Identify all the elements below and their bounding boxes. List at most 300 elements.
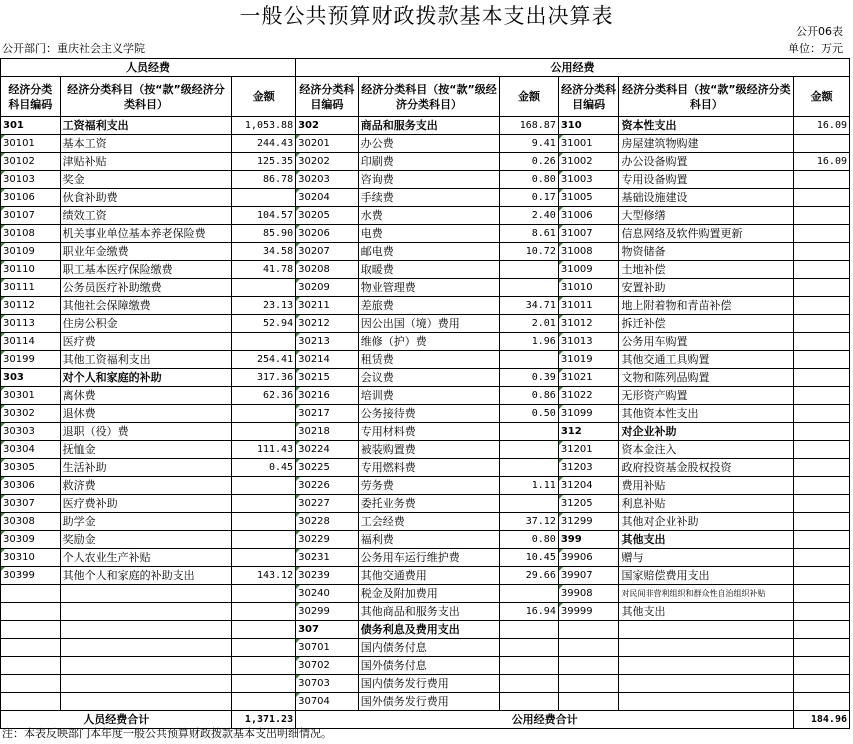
- cell-amount: 37.12: [500, 513, 559, 531]
- cell-name: [60, 675, 232, 693]
- cell-amount: [232, 279, 296, 297]
- table-row: [1, 351, 850, 369]
- table-row: [1, 531, 850, 549]
- cell-name: [60, 603, 232, 621]
- cell-amount: 41.78: [232, 261, 296, 279]
- cell-code: 30199: [1, 351, 61, 369]
- cell-code: 30215: [296, 369, 359, 387]
- cell-code: 30239: [296, 567, 359, 585]
- personnel-total-label: 人员经费合计: [1, 711, 232, 729]
- cell-code: 30107: [1, 207, 61, 225]
- table-row: [1, 279, 850, 297]
- cell-amount: [232, 693, 296, 711]
- cell-amount: [232, 513, 296, 531]
- cell-amount: 10.45: [500, 549, 559, 567]
- page-title: 一般公共预算财政拨款基本支出决算表: [239, 4, 614, 28]
- cell-amount: 2.01: [500, 315, 559, 333]
- cell-code: [558, 693, 619, 711]
- cell-name: 职工基本医疗保险缴费: [60, 261, 232, 279]
- cell-code: 31013: [558, 333, 619, 351]
- cell-code: 30211: [296, 297, 359, 315]
- cell-name: 对民间非营利组织和群众性自治组织补贴: [619, 585, 794, 603]
- cell-code: [558, 657, 619, 675]
- cell-amount: [500, 657, 559, 675]
- cell-code: 30240: [296, 585, 359, 603]
- cell-amount: 10.72: [500, 243, 559, 261]
- cell-code: 30217: [296, 405, 359, 423]
- cell-name: 津贴补贴: [60, 153, 232, 171]
- table-row: [1, 243, 850, 261]
- table-row: [1, 549, 850, 567]
- cell-name: 培训费: [358, 387, 499, 405]
- cell-amount: 1.11: [500, 477, 559, 495]
- cell-amount: 2.40: [500, 207, 559, 225]
- cell-code: 30201: [296, 135, 359, 153]
- cell-amount: 23.13: [232, 297, 296, 315]
- cell-name: [60, 693, 232, 711]
- cell-amount: [794, 675, 850, 693]
- cell-amount: [794, 549, 850, 567]
- cell-amount: [794, 207, 850, 225]
- cell-code: 30227: [296, 495, 359, 513]
- expenditure-table: [0, 58, 850, 729]
- cell-code: 30109: [1, 243, 61, 261]
- cell-name: 专用设备购置: [619, 171, 794, 189]
- cell-code: 30704: [296, 693, 359, 711]
- cell-amount: [794, 225, 850, 243]
- cell-amount: [794, 297, 850, 315]
- cell-amount: [794, 135, 850, 153]
- cell-code: 399: [558, 531, 619, 549]
- cell-amount: 52.94: [232, 315, 296, 333]
- cell-code: 310: [558, 117, 619, 135]
- cell-name: 因公出国（境）费用: [358, 315, 499, 333]
- cell-amount: [794, 351, 850, 369]
- cell-code: 30202: [296, 153, 359, 171]
- cell-name: 基本工资: [60, 135, 232, 153]
- cell-name: 地上附着物和青苗补偿: [619, 297, 794, 315]
- cell-code: 30225: [296, 459, 359, 477]
- cell-code: 30302: [1, 405, 61, 423]
- cell-code: 31007: [558, 225, 619, 243]
- cell-name: 维修（护）费: [358, 333, 499, 351]
- cell-code: 30206: [296, 225, 359, 243]
- cell-name: 物资储备: [619, 243, 794, 261]
- cell-amount: [232, 585, 296, 603]
- cell-name: 差旅费: [358, 297, 499, 315]
- cell-code: 30111: [1, 279, 61, 297]
- cell-amount: [500, 495, 559, 513]
- cell-amount: [794, 495, 850, 513]
- cell-code: 30112: [1, 297, 61, 315]
- header-amount: 金额: [232, 77, 296, 117]
- cell-name: 利息补贴: [619, 495, 794, 513]
- table-row: [1, 297, 850, 315]
- cell-code: 30101: [1, 135, 61, 153]
- cell-code: 30701: [296, 639, 359, 657]
- cell-code: 30213: [296, 333, 359, 351]
- header-name: 经济分类科目（按“款”级经济分类科目）: [60, 77, 232, 117]
- cell-code: 30205: [296, 207, 359, 225]
- cell-amount: 8.61: [500, 225, 559, 243]
- cell-name: 职业年金缴费: [60, 243, 232, 261]
- table-row: [1, 639, 850, 657]
- cell-amount: [794, 189, 850, 207]
- cell-name: 绩效工资: [60, 207, 232, 225]
- cell-code: [1, 657, 61, 675]
- cell-code: 30399: [1, 567, 61, 585]
- cell-amount: 9.41: [500, 135, 559, 153]
- cell-code: 30304: [1, 441, 61, 459]
- cell-code: [558, 675, 619, 693]
- cell-name: 医疗费补助: [60, 495, 232, 513]
- cell-name: 拆迁补偿: [619, 315, 794, 333]
- cell-name: 委托业务费: [358, 495, 499, 513]
- table-row: [1, 369, 850, 387]
- cell-name: [60, 585, 232, 603]
- column-header-row: [1, 77, 850, 117]
- cell-code: 31005: [558, 189, 619, 207]
- section-header-row: [1, 59, 850, 77]
- header-code: 经济分类科目编码: [296, 77, 359, 117]
- cell-name: 生活补助: [60, 459, 232, 477]
- cell-code: 30703: [296, 675, 359, 693]
- cell-amount: [500, 621, 559, 639]
- cell-name: 被装购置费: [358, 441, 499, 459]
- cell-amount: [500, 351, 559, 369]
- cell-amount: [794, 171, 850, 189]
- cell-name: 会议费: [358, 369, 499, 387]
- cell-amount: [794, 405, 850, 423]
- cell-name: 公务接待费: [358, 405, 499, 423]
- cell-amount: [232, 531, 296, 549]
- cell-name: 资本金注入: [619, 441, 794, 459]
- cell-name: 文物和陈列品购置: [619, 369, 794, 387]
- cell-amount: [794, 693, 850, 711]
- cell-name: [619, 657, 794, 675]
- cell-name: 公务员医疗补助缴费: [60, 279, 232, 297]
- cell-name: 其他交通工具购置: [619, 351, 794, 369]
- cell-name: [60, 657, 232, 675]
- cell-name: 退休费: [60, 405, 232, 423]
- cell-code: 39999: [558, 603, 619, 621]
- cell-name: 劳务费: [358, 477, 499, 495]
- cell-code: 30308: [1, 513, 61, 531]
- cell-name: [619, 621, 794, 639]
- cell-code: 30209: [296, 279, 359, 297]
- cell-name: [619, 675, 794, 693]
- cell-name: 安置补助: [619, 279, 794, 297]
- cell-name: 商品和服务支出: [358, 117, 499, 135]
- cell-amount: 104.57: [232, 207, 296, 225]
- cell-name: 其他支出: [619, 603, 794, 621]
- cell-name: 债务利息及费用支出: [358, 621, 499, 639]
- cell-name: 专用材料费: [358, 423, 499, 441]
- cell-name: 水费: [358, 207, 499, 225]
- cell-amount: 0.80: [500, 171, 559, 189]
- cell-amount: [794, 477, 850, 495]
- table-row: [1, 603, 850, 621]
- cell-code: 30110: [1, 261, 61, 279]
- cell-code: 31201: [558, 441, 619, 459]
- cell-name: 其他个人和家庭的补助支出: [60, 567, 232, 585]
- cell-name: 租赁费: [358, 351, 499, 369]
- cell-amount: [794, 585, 850, 603]
- header-name: 经济分类科目（按“款”级经济分类科目）: [358, 77, 499, 117]
- cell-code: 30214: [296, 351, 359, 369]
- cell-name: [60, 639, 232, 657]
- cell-code: 30310: [1, 549, 61, 567]
- cell-name: 其他工资福利支出: [60, 351, 232, 369]
- cell-code: 30113: [1, 315, 61, 333]
- cell-code: 30114: [1, 333, 61, 351]
- cell-amount: [232, 675, 296, 693]
- cell-name: 国内债务发行费用: [358, 675, 499, 693]
- cell-code: 31006: [558, 207, 619, 225]
- cell-code: [1, 693, 61, 711]
- cell-code: 301: [1, 117, 61, 135]
- cell-code: 31001: [558, 135, 619, 153]
- cell-code: 312: [558, 423, 619, 441]
- cell-name: 奖励金: [60, 531, 232, 549]
- cell-amount: [500, 693, 559, 711]
- cell-code: 31011: [558, 297, 619, 315]
- cell-name: 国外债务发行费用: [358, 693, 499, 711]
- cell-amount: [794, 261, 850, 279]
- cell-code: 30303: [1, 423, 61, 441]
- cell-amount: 1,053.88: [232, 117, 296, 135]
- header-amount: 金额: [500, 77, 559, 117]
- table-row: [1, 333, 850, 351]
- cell-name: 土地补偿: [619, 261, 794, 279]
- cell-name: 无形资产购置: [619, 387, 794, 405]
- table-row: [1, 423, 850, 441]
- cell-code: 30224: [296, 441, 359, 459]
- cell-amount: [794, 657, 850, 675]
- cell-code: [1, 621, 61, 639]
- cell-code: 30702: [296, 657, 359, 675]
- cell-code: 31003: [558, 171, 619, 189]
- cell-amount: 16.09: [794, 153, 850, 171]
- header-code: 经济分类科目编码: [1, 77, 61, 117]
- cell-code: 30203: [296, 171, 359, 189]
- cell-code: 307: [296, 621, 359, 639]
- cell-code: 31010: [558, 279, 619, 297]
- cell-name: 救济费: [60, 477, 232, 495]
- cell-name: 奖金: [60, 171, 232, 189]
- cell-name: 办公费: [358, 135, 499, 153]
- cell-code: 31203: [558, 459, 619, 477]
- cell-code: 30218: [296, 423, 359, 441]
- cell-code: 30103: [1, 171, 61, 189]
- cell-name: 办公设备购置: [619, 153, 794, 171]
- table-row: [1, 657, 850, 675]
- cell-name: 资本性支出: [619, 117, 794, 135]
- cell-code: 30207: [296, 243, 359, 261]
- cell-name: 大型修缮: [619, 207, 794, 225]
- cell-amount: [794, 567, 850, 585]
- cell-amount: 0.80: [500, 531, 559, 549]
- cell-name: 国内债务付息: [358, 639, 499, 657]
- cell-code: 30229: [296, 531, 359, 549]
- cell-amount: 317.36: [232, 369, 296, 387]
- cell-code: [558, 621, 619, 639]
- cell-amount: [232, 495, 296, 513]
- cell-name: [619, 693, 794, 711]
- cell-code: 302: [296, 117, 359, 135]
- cell-amount: 0.39: [500, 369, 559, 387]
- cell-code: 31205: [558, 495, 619, 513]
- cell-amount: [232, 639, 296, 657]
- table-row: [1, 171, 850, 189]
- cell-code: 30204: [296, 189, 359, 207]
- table-row: [1, 207, 850, 225]
- table-row: [1, 513, 850, 531]
- public-total-value: 184.96: [794, 711, 850, 729]
- table-row: [1, 477, 850, 495]
- cell-name: 助学金: [60, 513, 232, 531]
- cell-name: 工资福利支出: [60, 117, 232, 135]
- cell-name: 机关事业单位基本养老保险费: [60, 225, 232, 243]
- cell-code: 30216: [296, 387, 359, 405]
- cell-name: 费用补贴: [619, 477, 794, 495]
- cell-amount: [232, 423, 296, 441]
- cell-name: 其他社会保障缴费: [60, 297, 232, 315]
- cell-code: [1, 603, 61, 621]
- header-code: 经济分类科目编码: [558, 77, 619, 117]
- cell-code: 30309: [1, 531, 61, 549]
- cell-name: 物业管理费: [358, 279, 499, 297]
- cell-amount: 34.71: [500, 297, 559, 315]
- cell-code: 31021: [558, 369, 619, 387]
- cell-amount: 254.41: [232, 351, 296, 369]
- cell-amount: 111.43: [232, 441, 296, 459]
- cell-amount: [794, 369, 850, 387]
- cell-name: 对企业补助: [619, 423, 794, 441]
- personnel-total-value: 1,371.23: [232, 711, 296, 729]
- table-row: [1, 621, 850, 639]
- cell-name: 专用燃料费: [358, 459, 499, 477]
- cell-name: 离休费: [60, 387, 232, 405]
- cell-amount: 85.90: [232, 225, 296, 243]
- cell-code: [1, 585, 61, 603]
- cell-name: 信息网络及软件购置更新: [619, 225, 794, 243]
- cell-name: [619, 639, 794, 657]
- footnote: 注：本表反映部门本年度一般公共预算财政拨款基本支出明细情况。: [2, 727, 332, 740]
- cell-name: 其他商品和服务支出: [358, 603, 499, 621]
- cell-amount: 0.50: [500, 405, 559, 423]
- cell-name: 其他支出: [619, 531, 794, 549]
- table-row: [1, 459, 850, 477]
- cell-amount: [794, 279, 850, 297]
- table-row: [1, 225, 850, 243]
- cell-amount: 0.45: [232, 459, 296, 477]
- cell-name: 工会经费: [358, 513, 499, 531]
- cell-code: 39908: [558, 585, 619, 603]
- cell-amount: [232, 657, 296, 675]
- cell-name: 其他资本性支出: [619, 405, 794, 423]
- cell-amount: [232, 621, 296, 639]
- cell-code: 30228: [296, 513, 359, 531]
- cell-name: 房屋建筑物购建: [619, 135, 794, 153]
- table-row: [1, 675, 850, 693]
- cell-name: 国家赔偿费用支出: [619, 567, 794, 585]
- cell-code: 30307: [1, 495, 61, 513]
- cell-amount: [794, 243, 850, 261]
- cell-amount: 125.35: [232, 153, 296, 171]
- cell-amount: [794, 333, 850, 351]
- cell-name: 手续费: [358, 189, 499, 207]
- cell-amount: 0.17: [500, 189, 559, 207]
- cell-amount: [232, 477, 296, 495]
- cell-amount: 1.96: [500, 333, 559, 351]
- cell-amount: [232, 333, 296, 351]
- cell-code: 31012: [558, 315, 619, 333]
- cell-name: 税金及附加费用: [358, 585, 499, 603]
- table-row: [1, 693, 850, 711]
- cell-code: 30212: [296, 315, 359, 333]
- table-row: [1, 117, 850, 135]
- cell-code: 39906: [558, 549, 619, 567]
- cell-code: 31204: [558, 477, 619, 495]
- table-row: [1, 441, 850, 459]
- cell-amount: [794, 423, 850, 441]
- cell-code: 30106: [1, 189, 61, 207]
- cell-amount: [794, 459, 850, 477]
- cell-name: 邮电费: [358, 243, 499, 261]
- form-number: 公开06表: [796, 25, 843, 38]
- cell-code: 39907: [558, 567, 619, 585]
- cell-code: [1, 675, 61, 693]
- cell-code: 31099: [558, 405, 619, 423]
- cell-amount: [794, 387, 850, 405]
- cell-code: 30226: [296, 477, 359, 495]
- table-row: [1, 495, 850, 513]
- table-row: [1, 405, 850, 423]
- cell-amount: [794, 441, 850, 459]
- cell-amount: [794, 639, 850, 657]
- table-row: [1, 585, 850, 603]
- cell-name: 电费: [358, 225, 499, 243]
- cell-name: 其他交通费用: [358, 567, 499, 585]
- cell-amount: [232, 189, 296, 207]
- cell-amount: 86.78: [232, 171, 296, 189]
- cell-amount: [794, 315, 850, 333]
- cell-name: 印刷费: [358, 153, 499, 171]
- section-public: 公用经费: [296, 59, 850, 77]
- table-row: [1, 153, 850, 171]
- cell-name: 福利费: [358, 531, 499, 549]
- cell-code: 31009: [558, 261, 619, 279]
- cell-name: 咨询费: [358, 171, 499, 189]
- cell-code: [1, 639, 61, 657]
- cell-name: 伙食补助费: [60, 189, 232, 207]
- cell-name: 个人农业生产补贴: [60, 549, 232, 567]
- cell-name: 医疗费: [60, 333, 232, 351]
- cell-amount: 16.09: [794, 117, 850, 135]
- header-amount: 金额: [794, 77, 850, 117]
- cell-code: 30305: [1, 459, 61, 477]
- cell-code: 30102: [1, 153, 61, 171]
- cell-amount: 168.87: [500, 117, 559, 135]
- cell-amount: [232, 405, 296, 423]
- cell-amount: [500, 459, 559, 477]
- cell-name: 对个人和家庭的补助: [60, 369, 232, 387]
- cell-amount: 34.58: [232, 243, 296, 261]
- department-label: 公开部门：重庆社会主义学院: [2, 42, 145, 55]
- cell-code: 30301: [1, 387, 61, 405]
- table-row: [1, 567, 850, 585]
